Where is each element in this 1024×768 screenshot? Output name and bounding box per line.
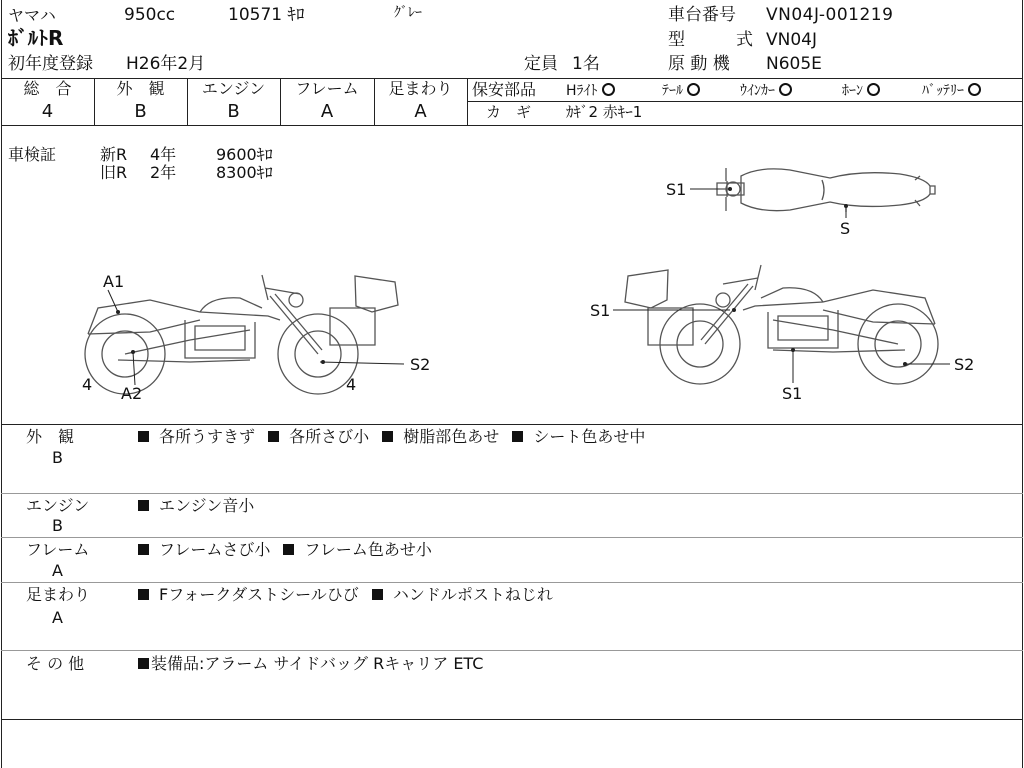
- grade-overall-label: 総 合: [23, 79, 72, 98]
- bullet-square-icon: [138, 544, 149, 555]
- diagram-label-a2: A2: [121, 384, 143, 403]
- remark-engine-grade: B: [52, 516, 63, 535]
- bullet-square-icon: [138, 589, 149, 600]
- grade-engine-label: エンジン: [201, 79, 266, 98]
- remark-exterior-grade: B: [52, 448, 63, 467]
- diagram-label-a1: A1: [103, 272, 125, 291]
- bullet-square-icon: [283, 544, 294, 555]
- remarks-top-line: [1, 424, 1023, 425]
- sheet-bottom-line: [1, 719, 1023, 720]
- capacity-label: 定員: [524, 54, 558, 74]
- grade-frame-value: A: [320, 101, 334, 122]
- remark-frame-label: フレーム: [26, 540, 90, 559]
- bullet-square-icon: [512, 431, 523, 442]
- capacity-value: 1名: [572, 54, 600, 74]
- grade-frame-label: フレーム: [295, 79, 359, 98]
- remark-divider: [1, 537, 1023, 538]
- displacement: 950cc: [124, 5, 176, 25]
- diagram-label-right-s1b: S1: [782, 384, 803, 403]
- first-reg-label: 初年度登録: [8, 54, 93, 74]
- bullet-square-icon: [138, 658, 149, 669]
- first-reg-value: H26年2月: [126, 54, 206, 74]
- type-label-1: 型: [668, 30, 685, 50]
- safety-item-winker: ｳｲﾝｶｰ: [740, 83, 792, 98]
- type-label-2: 式: [736, 30, 753, 50]
- diagram-label-left-4a: 4: [82, 375, 93, 394]
- key-value: ｶｷﾞ2 赤ｷｰ1: [566, 103, 643, 121]
- inspection-old-kind: 旧R: [100, 163, 128, 182]
- safety-label: 保安部品: [472, 80, 537, 99]
- inspection-old-km: 8300ｷﾛ: [216, 163, 273, 182]
- grade-suspension-value: A: [414, 101, 427, 122]
- diagram-label-top-s: S: [840, 219, 851, 238]
- remark-other-items: 装備品:アラーム サイドバッグ Rキャリア ETC: [138, 656, 483, 672]
- grade-overall-value: 4: [41, 101, 54, 122]
- safety-item-battery: ﾊﾞｯﾃﾘｰ: [922, 83, 981, 98]
- frame-no-label: 車台番号: [668, 5, 736, 25]
- safety-item-headlight: Hﾗｲﾄ: [566, 83, 615, 98]
- remark-engine-items: エンジン音小: [138, 498, 254, 514]
- bullet-square-icon: [382, 431, 393, 442]
- remark-other-label: そ の 他: [26, 654, 85, 673]
- frame-no-value: VN04J-001219: [766, 5, 894, 25]
- remark-divider: [1, 650, 1023, 651]
- remark-divider: [1, 582, 1023, 583]
- color: ｸﾞﾚｰ: [394, 5, 422, 21]
- inspection-new-years: 4年: [150, 145, 177, 164]
- bullet-square-icon: [372, 589, 383, 600]
- diagram-label-right-s1a: S1: [590, 301, 611, 320]
- remark-frame-items: フレームさび小 フレーム色あせ小: [138, 542, 432, 558]
- remark-suspension-items: Fフォークダストシールひび ハンドルポストねじれ: [138, 587, 553, 603]
- inspection-new-kind: 新R: [100, 145, 128, 164]
- diagram-label-left-4b: 4: [346, 375, 357, 394]
- grade-exterior-label: 外 観: [116, 79, 165, 98]
- grade-suspension-label: 足まわり: [388, 79, 453, 98]
- remark-exterior-items: 各所うすきず 各所さび小 樹脂部色あせ シート色あせ中: [138, 429, 645, 445]
- inspection-old-years: 2年: [150, 163, 177, 182]
- key-label: カ ギ: [486, 103, 532, 121]
- grade-engine-value: B: [227, 101, 240, 122]
- bullet-square-icon: [138, 500, 149, 511]
- engine-value: N605E: [766, 54, 822, 74]
- model-name: ﾎﾞﾙﾄR: [8, 26, 64, 50]
- safety-item-tail: ﾃｰﾙ: [662, 83, 700, 98]
- mileage: 10571 ｷﾛ: [228, 5, 305, 25]
- remark-suspension-label: 足まわり: [26, 585, 91, 604]
- remark-exterior-label: 外 観: [26, 427, 75, 446]
- remark-divider: [1, 493, 1023, 494]
- diagram-label-right-s2: S2: [954, 355, 975, 374]
- remark-frame-grade: A: [52, 561, 63, 580]
- engine-label: 原 動 機: [668, 54, 730, 74]
- grade-exterior-value: B: [134, 101, 147, 122]
- diagram-label-left-s2: S2: [410, 355, 431, 374]
- motorcycle-right-view: [625, 265, 938, 384]
- motorcycle-top-view: [717, 168, 935, 212]
- remark-suspension-grade: A: [52, 608, 63, 627]
- diagram-label-top-s1: S1: [666, 180, 687, 199]
- remark-engine-label: エンジン: [26, 496, 90, 515]
- type-value: VN04J: [766, 30, 817, 50]
- bullet-square-icon: [138, 431, 149, 442]
- maker: ヤマハ: [8, 6, 56, 25]
- bullet-square-icon: [268, 431, 279, 442]
- inspection-label: 車検証: [8, 145, 57, 164]
- safety-item-horn: ﾎｰﾝ: [842, 83, 880, 98]
- inspection-new-km: 9600ｷﾛ: [216, 145, 273, 164]
